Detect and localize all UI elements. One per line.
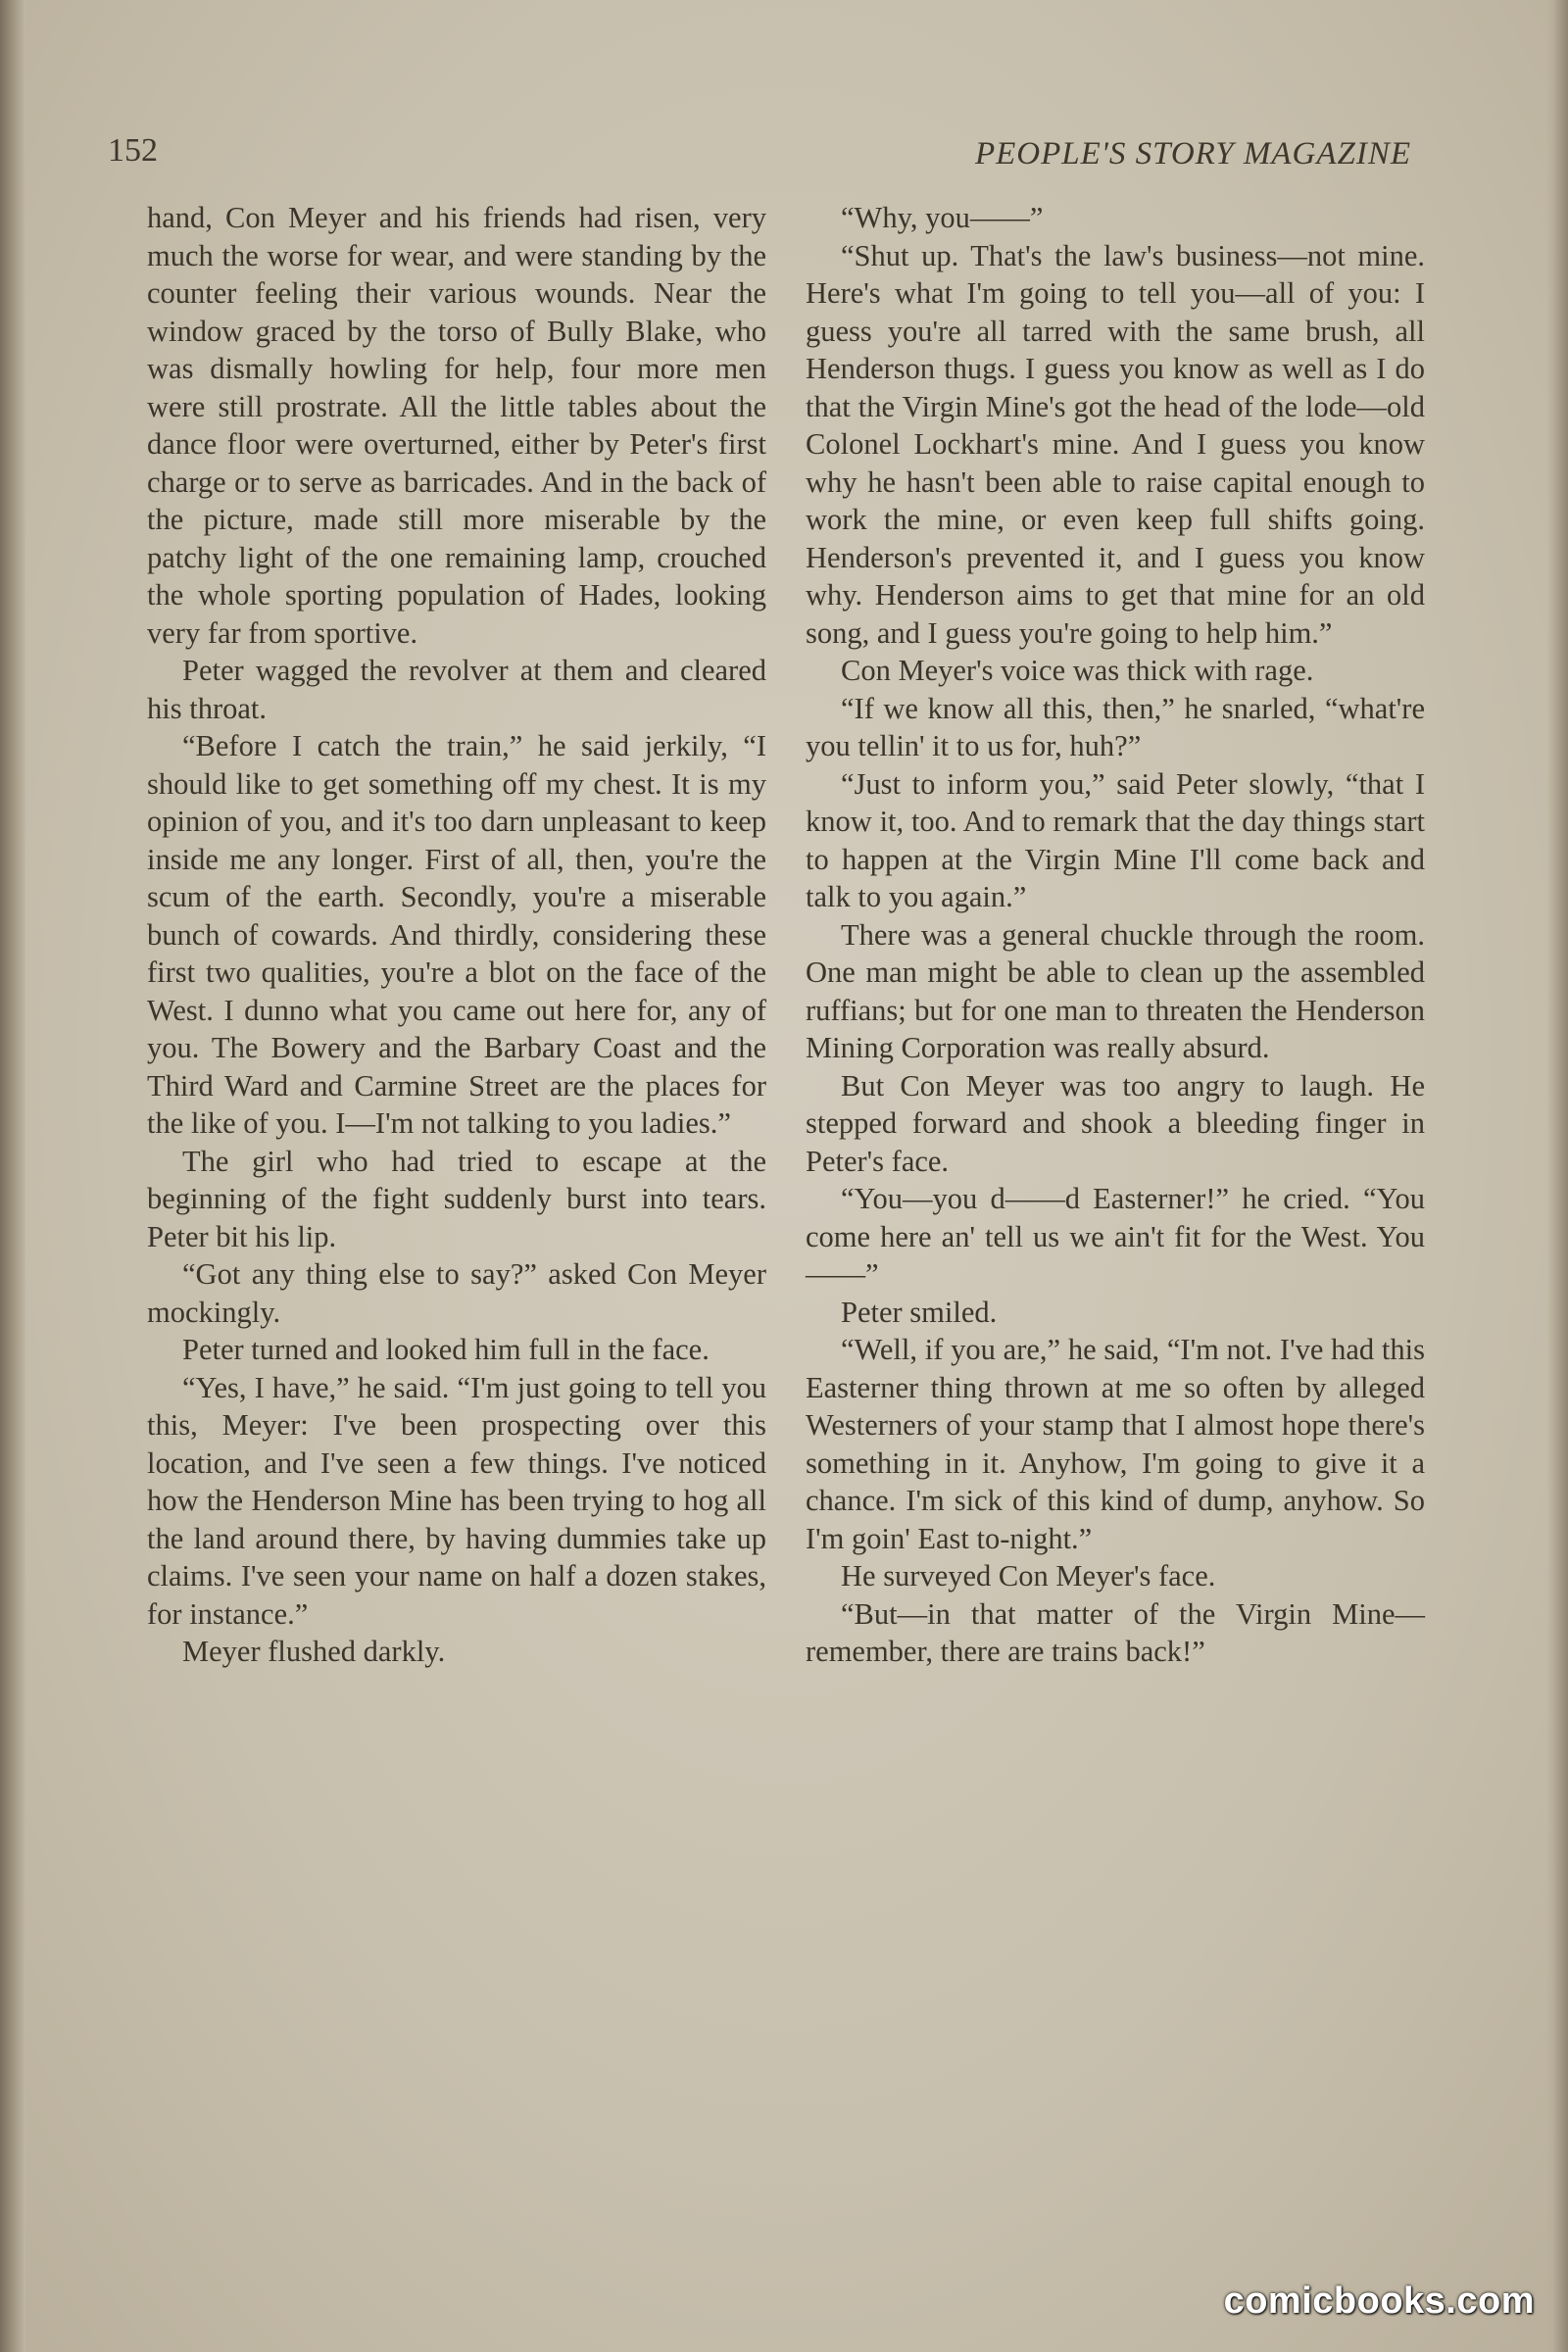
paragraph: “Got any thing else to say?” asked Con Meyer mockingly. bbox=[147, 1257, 766, 1329]
magazine-title: PEOPLE'S STORY MAGAZINE bbox=[974, 136, 1411, 172]
paragraph: Peter turned and looked him full in the face. bbox=[182, 1333, 710, 1366]
paragraph: “Before I catch the train,” he said jerkily, “I should like to get something off my chest. It is my opinion of you, and it's too darn unpleasant to keep inside me any longer. First of all, then, you're the scum of the earth. Secondly, you're a miserable bunch of cowards. And thirdly, considering these first two qualities, you're a blot on the face of the West. I dunno what you came out here for, any of you. The Bowery and the Barbary Coast and the Third Ward and Carmine Street are the places for the like of you. I—I'm not talking to you ladies.” bbox=[147, 729, 766, 1140]
paragraph: Peter wagged the revolver at them and cleared his throat. bbox=[147, 654, 766, 725]
running-header bbox=[108, 132, 1411, 181]
paragraph: Meyer flushed darkly. bbox=[182, 1635, 446, 1668]
paragraph: Con Meyer's voice was thick with rage. bbox=[841, 654, 1314, 687]
paragraph: hand, Con Meyer and his friends had risen, very much the worse for wear, and were standing by the counter feeling their various wounds. Near the window graced by the torso of Bully Blake, who was dismally howling for help, four more men were still prostrate. All the little tables about the dance floor were overturned, either by Peter's first charge or to serve as barricades. And in the back of the picture, made still more miserable by the patchy light of the one remaining lamp, crouched the whole sporting population of Hades, looking very far from sportive. bbox=[147, 201, 766, 650]
text-column-right bbox=[806, 199, 1425, 1671]
paragraph: “Shut up. That's the law's business—not mine. Here's what I'm going to tell you—all of you: I guess you're all tarred with the same brush, all Henderson thugs. I guess you know as well as I do that the Virgin Mine's got the head of the lode—old Colonel Lockhart's mine. And I guess you know why he hasn't been able to raise capital enough to work the mine, or even keep full shifts going. Henderson's prevented it, and I guess you know why. Henderson aims to get that mine for an old song, and I guess you're going to help him.” bbox=[806, 238, 1425, 650]
page-right-edge bbox=[1546, 0, 1568, 2352]
page-binding-edge bbox=[0, 0, 25, 2352]
paragraph: “Why, you——” bbox=[841, 201, 1044, 234]
text-column-left bbox=[147, 199, 766, 1671]
paragraph: But Con Meyer was too angry to laugh. He stepped forward and shook a bleeding finger in Peter's face. bbox=[806, 1068, 1425, 1178]
paragraph: “But—in that matter of the Virgin Mine—remember, there are trains back!” bbox=[806, 1596, 1425, 1668]
paragraph: “Yes, I have,” he said. “I'm just going to tell you this, Meyer: I've been prospecting over this location, and I've seen a few things. I've noticed how the Henderson Mine has been trying to hog all the land around there, by having dummies take up claims. I've seen your name on half a dozen stakes, for instance.” bbox=[147, 1370, 766, 1631]
paragraph: “Well, if you are,” he said, “I'm not. I've had this Easterner thing thrown at me so often by alleged Westerners of your stamp that I almost hope there's something in it. Anyhow, I'm going to give it a chance. I'm sick of this kind of dump, anyhow. So I'm goin' East to-night.” bbox=[806, 1333, 1425, 1555]
page-number: 152 bbox=[108, 132, 158, 169]
paragraph: “You—you d——d Easterner!” he cried. “You come here an' tell us we ain't fit for the West. You——” bbox=[806, 1182, 1425, 1291]
paragraph: He surveyed Con Meyer's face. bbox=[841, 1559, 1216, 1592]
paragraph: “If we know all this, then,” he snarled, “what're you tellin' it to us for, huh?” bbox=[806, 691, 1425, 762]
paragraph: Peter smiled. bbox=[841, 1295, 998, 1329]
paragraph: “Just to inform you,” said Peter slowly, “that I know it, too. And to remark that the day things start to happen at the Virgin Mine I'll come back and talk to you again.” bbox=[806, 766, 1425, 913]
paragraph: The girl who had tried to escape at the beginning of the fight suddenly burst into tears. Peter bit his lip. bbox=[147, 1144, 766, 1253]
site-watermark: comicbooks.com bbox=[1223, 2280, 1535, 2322]
paragraph: There was a general chuckle through the room. One man might be able to clean up the assembled ruffians; but for one man to threaten the Henderson Mining Corporation was really absurd. bbox=[806, 917, 1425, 1064]
